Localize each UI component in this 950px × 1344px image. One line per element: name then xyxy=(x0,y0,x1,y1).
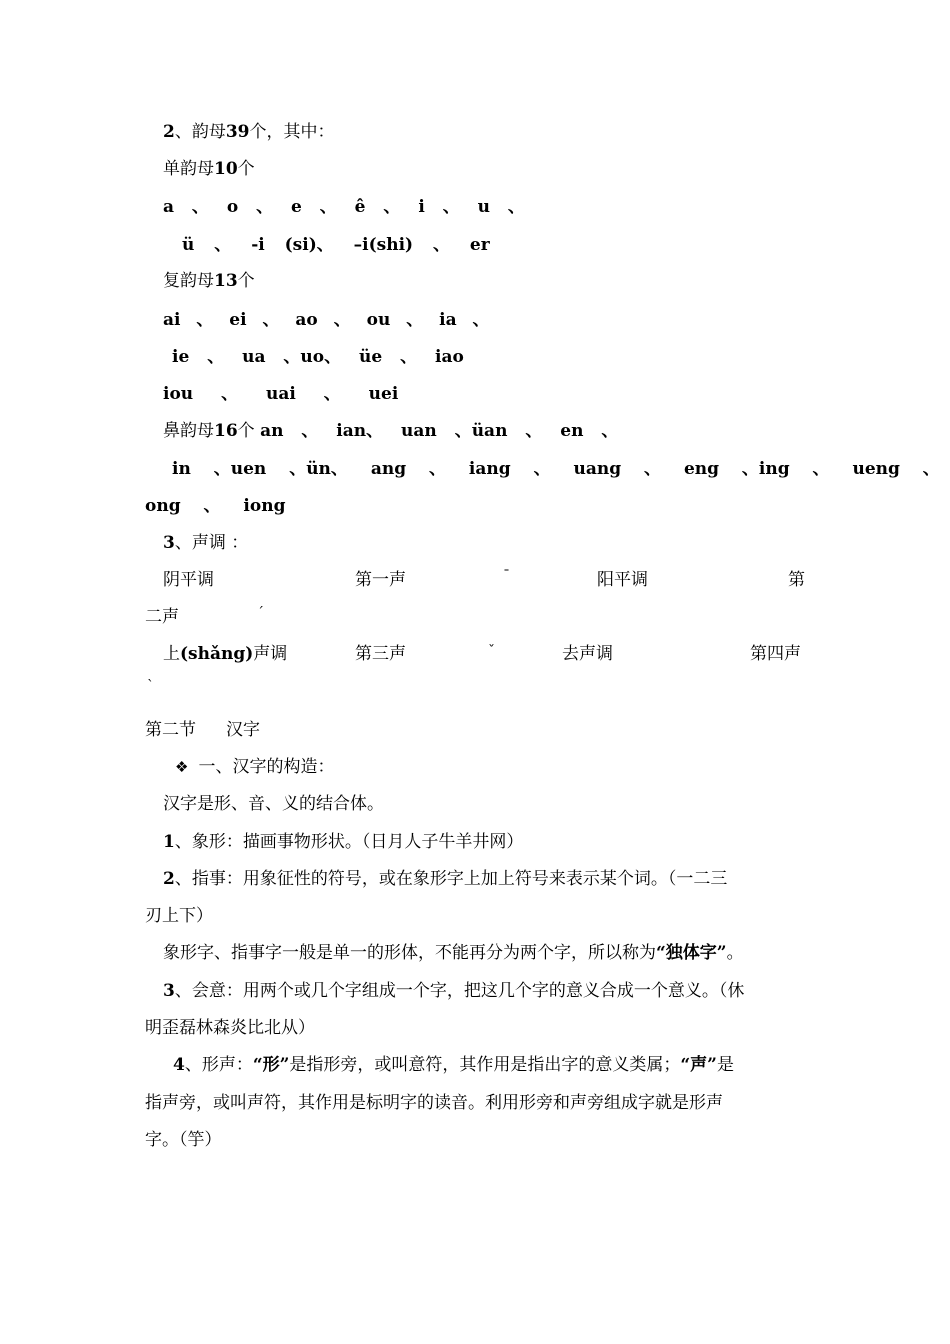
tone-fourth-mark: ˋ xyxy=(147,678,154,694)
single-finals-label: 单韵母10个 xyxy=(163,159,255,179)
indicative-paragraph-line-2: 刃上下） xyxy=(145,906,213,926)
diamond-bullet-icon: ❖ xyxy=(175,758,189,776)
compound-ideograph-line-1: 3、会意：用两个或几个字组成一个字，把这几个字的意义合成一个意义。（休 xyxy=(163,981,745,1001)
phono-semantic-line-2: 指声旁，或叫声符，其作用是标明字的读音。利用形旁和声旁组成字就是形声 xyxy=(145,1093,723,1113)
compound-ideograph-line-2: 明歪磊林森炎比北从） xyxy=(145,1018,315,1038)
tone-first-mark: ˉ xyxy=(503,568,510,584)
tone-yangping: 阳平调 xyxy=(597,570,648,590)
section-title: 第二节 汉字 xyxy=(145,720,260,740)
compound-finals-row-3: iou 、 uai 、 uei xyxy=(163,384,399,404)
nasal-finals-row-2: in 、uen 、ün、 ang 、 iang 、 uang 、 eng 、ing 、 ueng 、 xyxy=(172,459,940,479)
tone-qu: 去声调 xyxy=(562,644,613,664)
tone-fourth: 第四声 xyxy=(750,644,801,664)
compound-finals-label: 复韵母13个 xyxy=(163,271,255,291)
phono-semantic-line-1: 4、形声：“形”是指形旁，或叫意符，其作用是指出字的意义类属；“声”是 xyxy=(173,1055,734,1075)
tone-first: 第一声 xyxy=(355,570,406,590)
single-finals-row-2: ü 、 -i (si)、 –i(shi) 、 er xyxy=(182,235,490,255)
structure-heading: ❖ 一、汉字的构造： xyxy=(175,757,335,777)
tone-second-mark: ˊ xyxy=(257,605,264,621)
indicative-paragraph-line-1: 2、指事：用象征性的符号，或在象形字上加上符号来表示某个词。（一二三 xyxy=(163,869,728,889)
tone-yinping: 阴平调 xyxy=(163,570,214,590)
tone-second-part-b: 二声 xyxy=(145,607,179,627)
tone-third-mark: ˇ xyxy=(488,643,495,659)
single-body-note: 象形字、指事字一般是单一的形体，不能再分为两个字，所以称为“独体字”。 xyxy=(163,943,744,963)
compound-finals-row-1: ai 、 ei 、 ao 、 ou 、 ia 、 xyxy=(163,310,490,330)
phono-semantic-line-3: 字。（竽） xyxy=(145,1130,222,1150)
tones-heading: 3、声调 ： xyxy=(163,533,249,553)
pictograph-paragraph: 1、象形：描画事物形状。（日月人子牛羊井网） xyxy=(163,832,524,852)
tone-second-part-a: 第 xyxy=(788,570,805,590)
tone-shang: 上(shǎng)声调 xyxy=(163,644,288,664)
intro-text: 汉字是形、音、义的结合体。 xyxy=(163,794,384,814)
nasal-finals-label: 鼻韵母16个 an 、 ian、 uan 、üan 、 en 、 xyxy=(163,421,619,441)
compound-finals-row-2: ie 、 ua 、uo、 üe 、 iao xyxy=(172,347,464,367)
tone-third: 第三声 xyxy=(355,644,406,664)
nasal-finals-row-3: ong 、 iong xyxy=(145,496,286,516)
single-finals-row-1: a 、 o 、 e 、 ê 、 i 、 u 、 xyxy=(163,197,525,217)
finals-heading: 2、韵母39个，其中： xyxy=(163,122,335,142)
